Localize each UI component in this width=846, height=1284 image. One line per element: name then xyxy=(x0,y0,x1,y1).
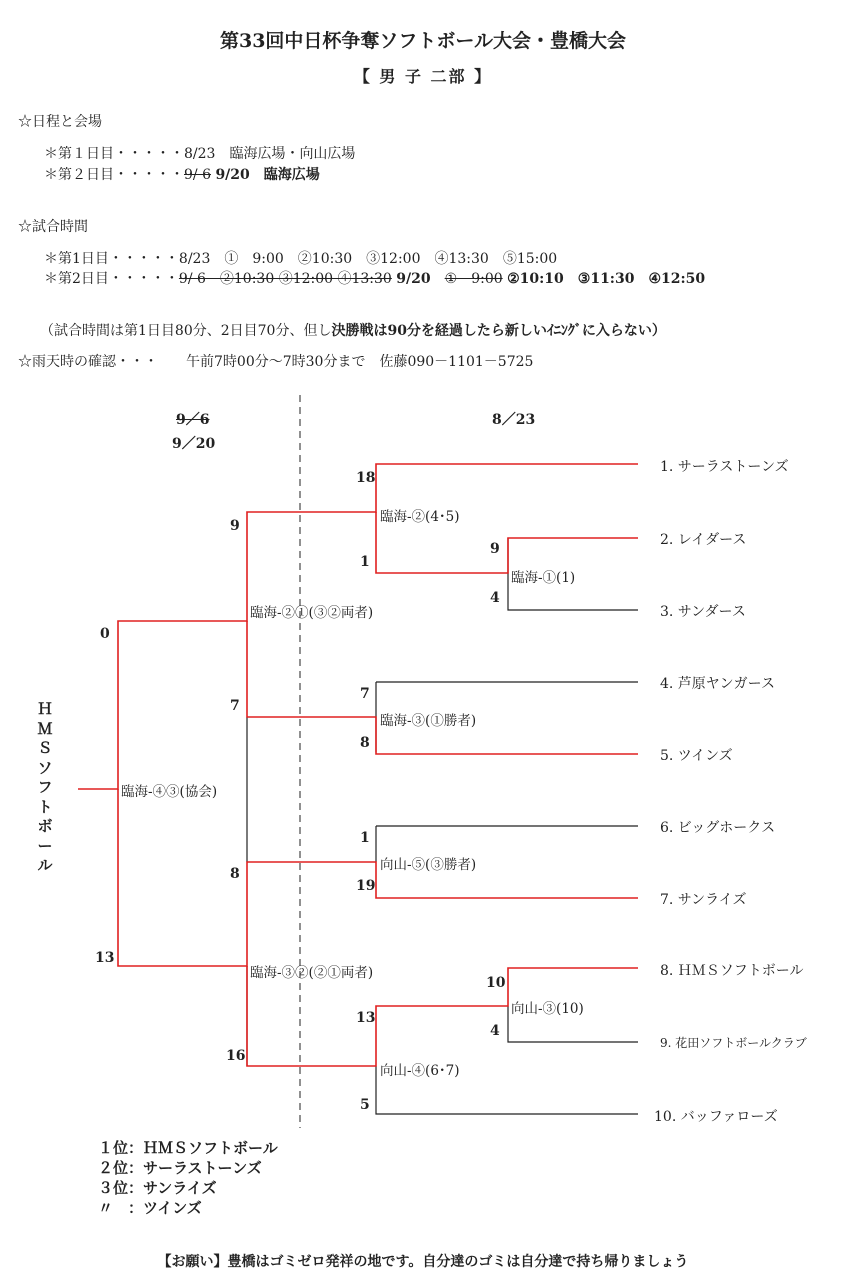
venue-final: 臨海-④③(協会) xyxy=(121,784,218,800)
score: 4 xyxy=(490,1023,500,1039)
champion-label: ＨＭＳソフトボール xyxy=(37,700,53,874)
team-3: 3. サンダース xyxy=(660,604,746,620)
team-4: 4. 芦原ヤンガース xyxy=(660,676,775,692)
score: 1 xyxy=(360,554,370,570)
times-day2-new: ②10:10 ③11:30 ④12:50 xyxy=(507,271,706,287)
result-2nd: ２位：サーラストーンズ xyxy=(98,1159,262,1177)
losing-paths xyxy=(247,538,638,1114)
times-day2-struck-slot: ① 9:00 xyxy=(444,271,503,287)
times-day2-date: 9/20 xyxy=(396,271,445,287)
score: 9 xyxy=(230,518,240,534)
team-8: 8. ＨＭＳソフトボール xyxy=(660,963,804,979)
venue-rinkai3: 臨海-③(①勝者) xyxy=(380,713,477,729)
team-7: 7. サンライズ xyxy=(660,892,747,908)
times-day1: ＊第1日目・・・・・8/23 ① 9:00 ②10:30 ③12:00 ④13:30 ⑤15:00 xyxy=(44,251,558,267)
schedule-day2-new: 9/20 臨海広場 xyxy=(215,167,320,183)
venue-mukai3: 向山-③(10) xyxy=(511,1001,584,1017)
schedule-day2-prefix: ＊第２日目・・・・・ xyxy=(44,167,184,183)
schedule-day2 xyxy=(44,164,320,184)
team-1: 1. サーラストーンズ xyxy=(660,459,789,475)
venue-semi-top: 臨海-②①(③②両者) xyxy=(250,605,374,621)
venue-mukai5: 向山-⑤(③勝者) xyxy=(380,857,477,873)
date-old: 9／6 xyxy=(176,412,210,428)
score: 0 xyxy=(100,626,110,642)
result-3rd: ３位：サンライズ xyxy=(98,1179,217,1197)
times-note-plain: （試合時間は第1日目80分、2日目70分、但し xyxy=(40,323,332,339)
score: 16 xyxy=(226,1048,246,1064)
team-9: 9. 花田ソフトボールクラブ xyxy=(660,1036,807,1050)
venue-mukai4: 向山-④(6･7) xyxy=(380,1063,460,1079)
rain-contact: ☆雨天時の確認・・・ 午前7時00分～7時30分まで 佐藤090－1101－5725 xyxy=(18,354,534,370)
team-6: 6. ビッグホークス xyxy=(660,820,776,836)
division-subtitle: 【 男 子 二部 】 xyxy=(353,67,493,86)
date-day1: 8／23 xyxy=(492,412,536,428)
score: 10 xyxy=(486,975,506,991)
times-note-bold: 決勝戦は90分を経過したら新しいｲﾆﾝｸﾞに入らない） xyxy=(331,323,666,339)
schedule-heading: ☆日程と会場 xyxy=(18,114,102,130)
score: 4 xyxy=(490,590,500,606)
page-title: 第33回中日杯争奪ソフトボール大会・豊橋大会 xyxy=(219,30,627,52)
schedule-day1: ＊第１日目・・・・・8/23 臨海広場・向山広場 xyxy=(44,146,356,162)
score: 5 xyxy=(360,1097,370,1113)
schedule-day2-old: 9/ 6 xyxy=(184,167,211,183)
venue-rinkai2: 臨海-②(4･5) xyxy=(380,509,460,525)
footer-request: 【お願い】豊橋はゴミゼロ発祥の地です。自分達のゴミは自分達で持ち帰りましょう xyxy=(157,1254,689,1270)
times-day2 xyxy=(44,268,705,288)
team-10: 10. バッファローズ xyxy=(654,1109,778,1125)
times-note xyxy=(40,320,666,340)
team-5: 5. ツインズ xyxy=(660,748,733,764)
score: 9 xyxy=(490,541,500,557)
team-2: 2. レイダース xyxy=(660,532,747,548)
score: 1 xyxy=(360,830,370,846)
result-3rd-tie: 〃 ：ツインズ xyxy=(98,1199,202,1217)
score: 19 xyxy=(356,878,376,894)
times-day2-old: 9/ 6 ②10:30 ③12:00 ④13:30 xyxy=(178,271,392,287)
result-1st: １位：ＨＭＳソフトボール xyxy=(98,1139,278,1157)
score: 18 xyxy=(356,470,376,486)
score: 13 xyxy=(356,1010,376,1026)
score: 8 xyxy=(360,735,370,751)
score: 7 xyxy=(230,698,240,714)
score: 8 xyxy=(230,866,240,882)
score: 13 xyxy=(95,950,115,966)
times-day2-prefix: ＊第2日目・・・・・ xyxy=(44,271,179,287)
venue-rinkai1: 臨海-①(1) xyxy=(511,570,576,586)
date-new: 9／20 xyxy=(172,436,216,452)
score: 7 xyxy=(360,686,370,702)
times-heading: ☆試合時間 xyxy=(18,219,88,235)
venue-semi-bot: 臨海-③②(②①両者) xyxy=(250,965,374,981)
